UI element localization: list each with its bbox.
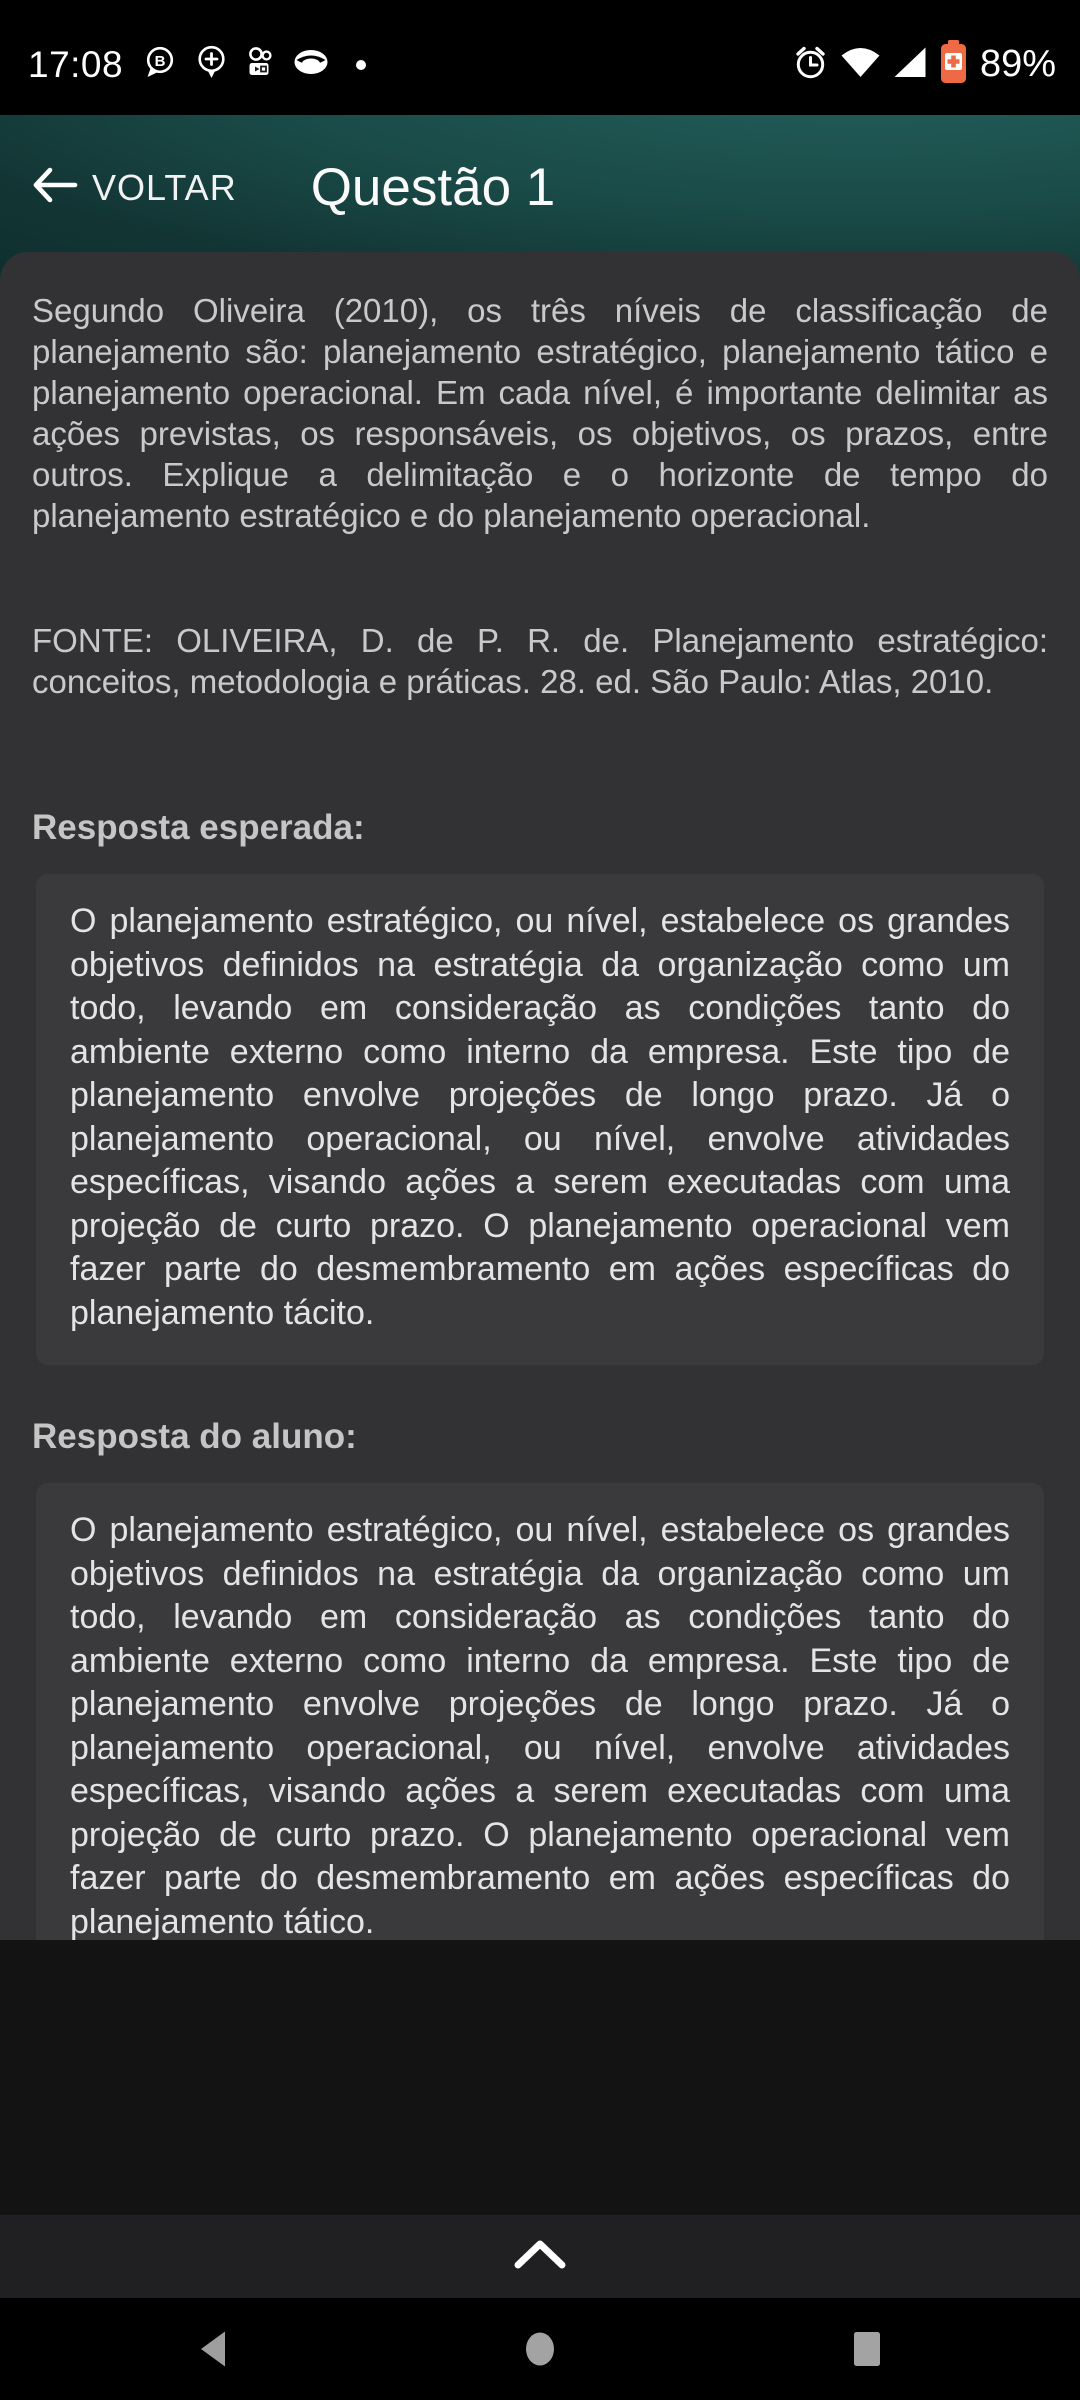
back-button-label: VOLTAR bbox=[92, 166, 237, 208]
svg-text:B: B bbox=[154, 52, 166, 70]
question-statement: Segundo Oliveira (2010), os três níveis de classificação de planejamento são: planejamento estratégico, planejamento tático e planejamento operacional. Em cada nível, é importante delimitar as ações previstas, os responsáveis, os objetivos, os prazos, entre outros. Explique a delimitação e o horizonte de tempo do planejamento estratégico e do planejamento operacional. bbox=[32, 292, 1048, 534]
nav-recents-square-icon bbox=[853, 2331, 881, 2367]
student-answer-heading: Resposta do aluno: bbox=[32, 1417, 357, 1456]
eye-globo-icon bbox=[293, 49, 329, 80]
empty-background-area bbox=[0, 1940, 1080, 2215]
status-bar-right bbox=[793, 40, 1056, 89]
expected-answer-heading: Resposta esperada: bbox=[32, 808, 365, 847]
kwai-app-icon bbox=[248, 46, 272, 83]
b-chat-bubble-icon bbox=[144, 46, 175, 84]
battery-percent: 89% bbox=[979, 43, 1056, 85]
back-button[interactable] bbox=[30, 166, 237, 209]
wifi-icon bbox=[841, 47, 880, 83]
expected-answer-text: O planejamento estratégico, ou nível, estabelece os grandes objetivos definidos na estratégia da organização como um todo, levando em consideração as condições tanto do ambiente externo como interno da empresa. Este tipo de planejamento envolve projeções de longo prazo. Já o planejamento operacional, ou nível, envolve atividades específicas, visando ações a serem executadas com uma projeção de curto prazo. O planejamento operacional vem fazer parte do desmembramento em ações específicas do planejamento tácito. bbox=[70, 902, 1010, 1332]
plus-chat-bubble-icon bbox=[196, 45, 227, 84]
student-answer-text: O planejamento estratégico, ou nível, estabelece os grandes objetivos definidos na estratégia da organização como um todo, levando em consideração as condições tanto do ambiente externo como interno da empresa. Este tipo de planejamento envolve projeções de longo prazo. Já o planejamento operacional, ou nível, envolve atividades específicas, visando ações a serem executadas com uma projeção de curto prazo. O planejamento operacional vem fazer parte do desmembramento em ações específicas do planejamento tático. bbox=[70, 1511, 1010, 1940]
clock-time: 17:08 bbox=[28, 43, 124, 85]
alarm-icon bbox=[793, 45, 828, 85]
status-bar-left bbox=[28, 44, 366, 86]
back-arrow-icon bbox=[30, 166, 78, 209]
expected-answer-box bbox=[36, 874, 1044, 1365]
student-answer-box bbox=[36, 1483, 1044, 1940]
chevron-up-icon bbox=[511, 2238, 569, 2275]
cell-signal-icon bbox=[893, 47, 927, 83]
expand-panel-button[interactable] bbox=[0, 2215, 1080, 2298]
page-title: Questão 1 bbox=[310, 158, 556, 217]
battery-saver-icon bbox=[940, 40, 967, 89]
notification-dot-icon bbox=[356, 60, 366, 70]
nav-recents-button[interactable] bbox=[847, 2325, 887, 2373]
question-source-citation: FONTE: OLIVEIRA, D. de P. R. de. Planejamento estratégico: conceitos, metodologia e práticas. 28. ed. São Paulo: Atlas, 2010. bbox=[32, 622, 1048, 700]
nav-home-button[interactable] bbox=[520, 2325, 560, 2373]
android-navigation-bar bbox=[0, 2298, 1080, 2400]
status-bar bbox=[0, 0, 1080, 115]
nav-back-triangle-icon bbox=[199, 2330, 227, 2368]
question-content-card bbox=[0, 252, 1080, 1940]
nav-back-button[interactable] bbox=[193, 2325, 233, 2373]
nav-home-circle-icon bbox=[525, 2332, 555, 2366]
